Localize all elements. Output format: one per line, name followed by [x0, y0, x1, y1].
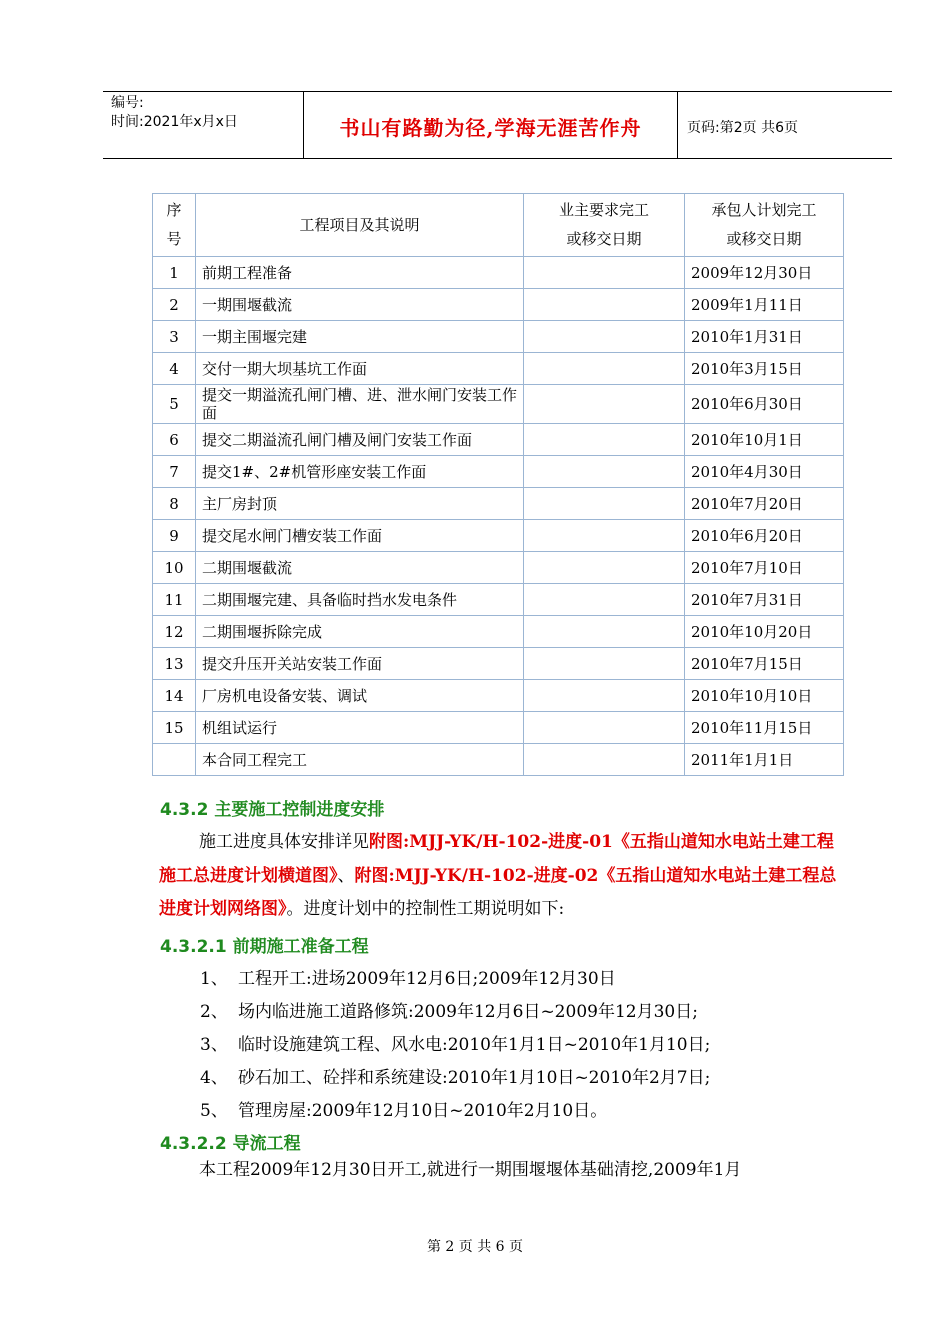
cell-no: 13 — [153, 648, 196, 680]
cell-owner-date — [524, 257, 685, 289]
cell-item: 交付一期大坝基坑工作面 — [196, 353, 524, 385]
time-label: 时间:2021年x月x日 — [111, 114, 238, 130]
cell-no: 2 — [153, 289, 196, 321]
table-row — [153, 289, 844, 321]
paragraph: 本工程2009年12月30日开工,就进行一期围堰堰体基础清挖,2009年1月 — [199, 1160, 742, 1180]
table-row — [153, 353, 844, 385]
cell-item: 提交尾水闸门槽安装工作面 — [196, 520, 524, 552]
list-item: 3、 临时设施建筑工程、风水电:2010年1月1日~2010年1月10日; — [200, 1035, 711, 1055]
cell-item: 一期围堰截流 — [196, 289, 524, 321]
cell-no: 7 — [153, 456, 196, 488]
page-header — [103, 91, 892, 159]
header-divider — [677, 92, 678, 158]
header-meta — [111, 94, 238, 132]
table-row — [153, 584, 844, 616]
table-row — [153, 744, 844, 776]
cell-contractor-date: 2011年1月1日 — [685, 744, 844, 776]
cell-owner-date — [524, 552, 685, 584]
cell-owner-date — [524, 424, 685, 456]
cell-item: 一期主围堰完建 — [196, 321, 524, 353]
cell-contractor-date: 2010年10月1日 — [685, 424, 844, 456]
cell-contractor-date: 2010年3月15日 — [685, 353, 844, 385]
cell-no: 8 — [153, 488, 196, 520]
cell-item: 前期工程准备 — [196, 257, 524, 289]
cell-owner-date — [524, 520, 685, 552]
cell-contractor-date: 2010年6月30日 — [685, 385, 844, 424]
paragraph: 施工进度具体安排详见附图:MJJ-YK/H-102-进度-01《五指山道知水电站土建工程施工总进度计划横道图》、附图:MJJ-YK/H-102-进度-02《五指山道知水电站土建工程总进度计划网络图》。进度计划中的控制性工期说明如下: — [159, 832, 837, 919]
cell-contractor-date: 2010年1月31日 — [685, 321, 844, 353]
cell-contractor-date: 2010年10月20日 — [685, 616, 844, 648]
header-contractor-date: 承包人计划完工 或移交日期 — [685, 194, 844, 257]
cell-contractor-date: 2010年7月15日 — [685, 648, 844, 680]
table-row — [153, 321, 844, 353]
cell-no: 6 — [153, 424, 196, 456]
cell-no: 3 — [153, 321, 196, 353]
cell-contractor-date: 2010年11月15日 — [685, 712, 844, 744]
table-row — [153, 552, 844, 584]
list-item: 1、 工程开工:进场2009年12月6日;2009年12月30日 — [200, 969, 616, 989]
cell-contractor-date: 2010年4月30日 — [685, 456, 844, 488]
table-row — [153, 424, 844, 456]
appendix-ref: 附图:MJJ-YK/H-102-进度-01《五指山道知水电站土建工程施工总进度计划横道图》 — [159, 832, 834, 886]
page-footer: 第 2 页 共 6 页 — [426, 1239, 524, 1255]
cell-contractor-date: 2010年7月20日 — [685, 488, 844, 520]
section-heading: 4.3.2.1 前期施工准备工程 — [160, 937, 369, 957]
cell-owner-date — [524, 680, 685, 712]
cell-owner-date — [524, 321, 685, 353]
cell-item: 本合同工程完工 — [196, 744, 524, 776]
cell-owner-date — [524, 616, 685, 648]
table-row — [153, 456, 844, 488]
cell-item: 二期围堰完建、具备临时挡水发电条件 — [196, 584, 524, 616]
cell-no: 10 — [153, 552, 196, 584]
cell-item: 提交1#、2#机管形座安装工作面 — [196, 456, 524, 488]
cell-no: 5 — [153, 385, 196, 424]
list-item: 4、 砂石加工、砼拌和系统建设:2010年1月10日~2010年2月7日; — [200, 1068, 711, 1088]
cell-no: 12 — [153, 616, 196, 648]
cell-contractor-date: 2009年12月30日 — [685, 257, 844, 289]
list-item: 5、 管理房屋:2009年12月10日~2010年2月10日。 — [200, 1101, 608, 1121]
cell-no: 9 — [153, 520, 196, 552]
header-motto: 书山有路勤为径,学海无涯苦作舟 — [339, 116, 642, 140]
cell-no: 14 — [153, 680, 196, 712]
table-row — [153, 257, 844, 289]
section-heading: 4.3.2.2 导流工程 — [160, 1134, 301, 1154]
cell-owner-date — [524, 456, 685, 488]
cell-item: 提交一期溢流孔闸门槽、进、泄水闸门安装工作面 — [196, 385, 524, 424]
table-row — [153, 385, 844, 424]
cell-owner-date — [524, 488, 685, 520]
cell-owner-date — [524, 353, 685, 385]
cell-item: 二期围堰拆除完成 — [196, 616, 524, 648]
table-row — [153, 488, 844, 520]
cell-item: 厂房机电设备安装、调试 — [196, 680, 524, 712]
cell-contractor-date: 2010年7月10日 — [685, 552, 844, 584]
table-header-row — [153, 194, 844, 257]
header-no: 序 号 — [153, 194, 196, 257]
cell-no: 1 — [153, 257, 196, 289]
table-row — [153, 616, 844, 648]
section-heading: 4.3.2 主要施工控制进度安排 — [160, 800, 385, 820]
table-row — [153, 520, 844, 552]
cell-item: 二期围堰截流 — [196, 552, 524, 584]
cell-no — [153, 744, 196, 776]
list-item: 2、 场内临进施工道路修筑:2009年12月6日~2009年12月30日; — [200, 1002, 698, 1022]
cell-item: 提交升压开关站安装工作面 — [196, 648, 524, 680]
schedule-table — [152, 193, 844, 776]
cell-owner-date — [524, 712, 685, 744]
header-page-info: 页码:第2页 共6页 — [687, 120, 798, 136]
cell-owner-date — [524, 648, 685, 680]
header-owner-date: 业主要求完工 或移交日期 — [524, 194, 685, 257]
table-row — [153, 680, 844, 712]
cell-contractor-date: 2010年10月10日 — [685, 680, 844, 712]
cell-no: 11 — [153, 584, 196, 616]
number-label: 编号: — [111, 95, 144, 111]
table-row — [153, 648, 844, 680]
cell-no: 4 — [153, 353, 196, 385]
cell-owner-date — [524, 584, 685, 616]
cell-item: 提交二期溢流孔闸门槽及闸门安装工作面 — [196, 424, 524, 456]
cell-contractor-date: 2010年6月20日 — [685, 520, 844, 552]
cell-item: 机组试运行 — [196, 712, 524, 744]
cell-owner-date — [524, 289, 685, 321]
header-item: 工程项目及其说明 — [196, 194, 524, 257]
cell-no: 15 — [153, 712, 196, 744]
table-row — [153, 712, 844, 744]
cell-owner-date — [524, 385, 685, 424]
cell-owner-date — [524, 744, 685, 776]
cell-contractor-date: 2010年7月31日 — [685, 584, 844, 616]
cell-contractor-date: 2009年1月11日 — [685, 289, 844, 321]
appendix-ref: 附图:MJJ-YK/H-102-进度-02《五指山道知水电站土建工程总进度计划网络图》 — [159, 865, 837, 919]
cell-item: 主厂房封顶 — [196, 488, 524, 520]
